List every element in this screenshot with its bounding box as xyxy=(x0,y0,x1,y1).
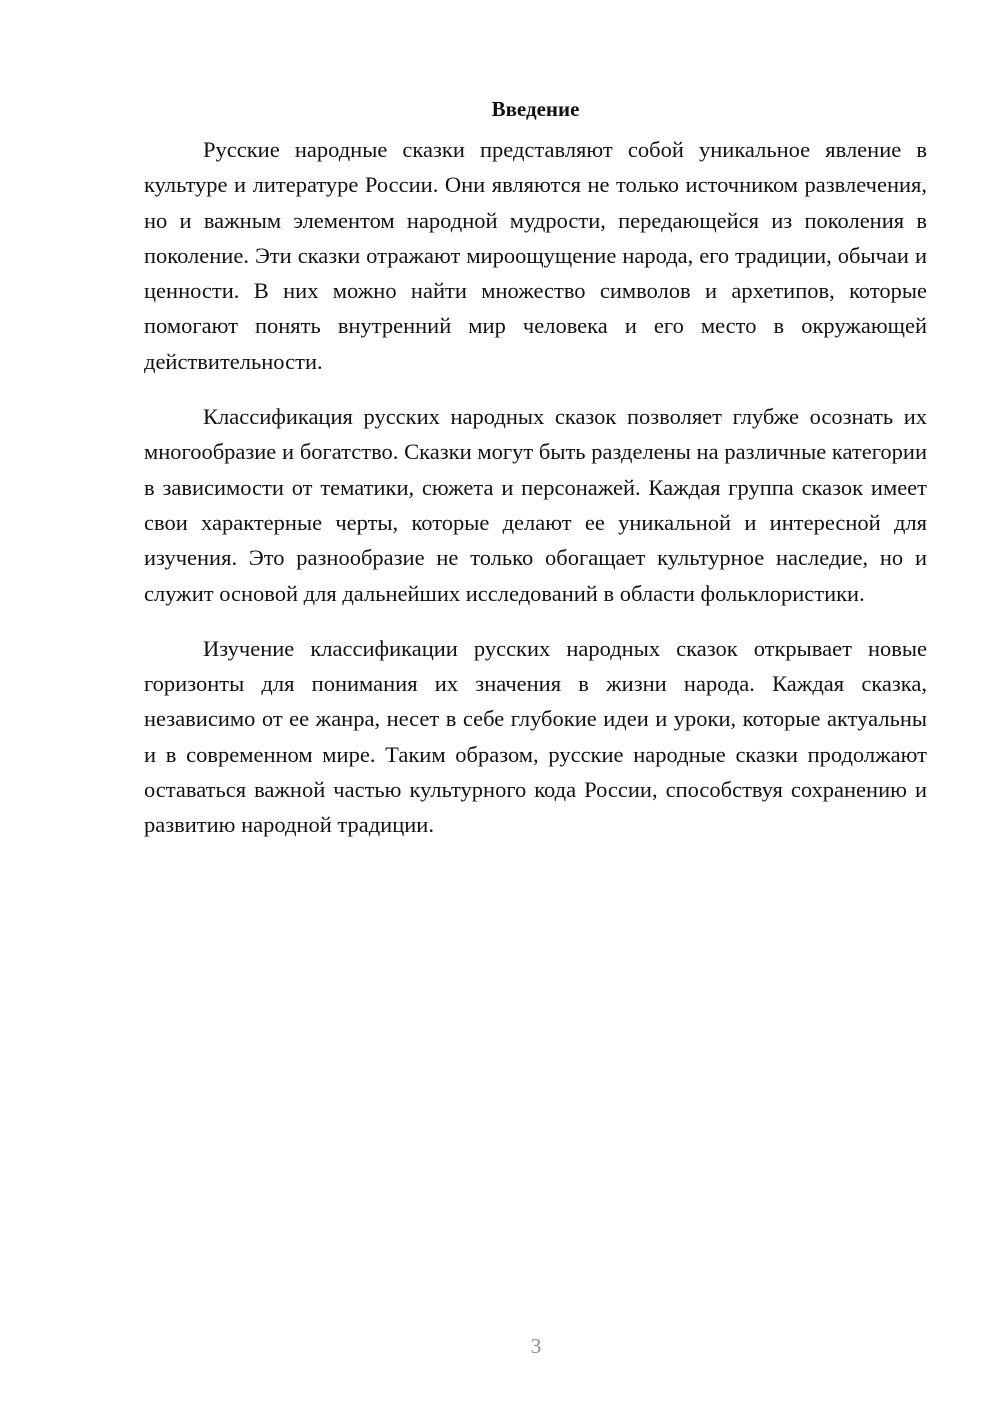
paragraph-2: Классификация русских народных сказок позволяет глубже осознать их многообразие и богатство. Сказки могут быть разделены на различные категории в зависимости от тематики, сюжета и персонажей. Каждая группа сказок имеет свои характерные черты, которые делают ее уникальной и интересной для изучения. Это разнообразие не только обогащает культурное наследие, но и служит основой для дальнейших исследований в области фольклористики. xyxy=(144,404,927,606)
page-number: 3 xyxy=(530,1334,542,1358)
section-heading: Введение xyxy=(491,97,580,121)
paragraph-1: Русские народные сказки представляют собой уникальное явление в культуре и литературе России. Они являются не только источником развлечения, но и важным элементом народной мудрости, передающейся из поколения в поколение. Эти сказки отражают мироощущение народа, его традиции, обычаи и ценности. В них можно найти множество символов и архетипов, которые помогают понять внутренний мир человека и его место в окружающей действительности. xyxy=(144,137,927,374)
document-body xyxy=(144,94,927,863)
paragraph-3: Изучение классификации русских народных сказок открывает новые горизонты для понимания их значения в жизни народа. Каждая сказка, независимо от ее жанра, несет в себе глубокие идеи и уроки, которые актуальны и в современном мире. Таким образом, русские народные сказки продолжают оставаться важной частью культурного кода России, способствуя сохранению и развитию народной традиции. xyxy=(144,635,927,838)
